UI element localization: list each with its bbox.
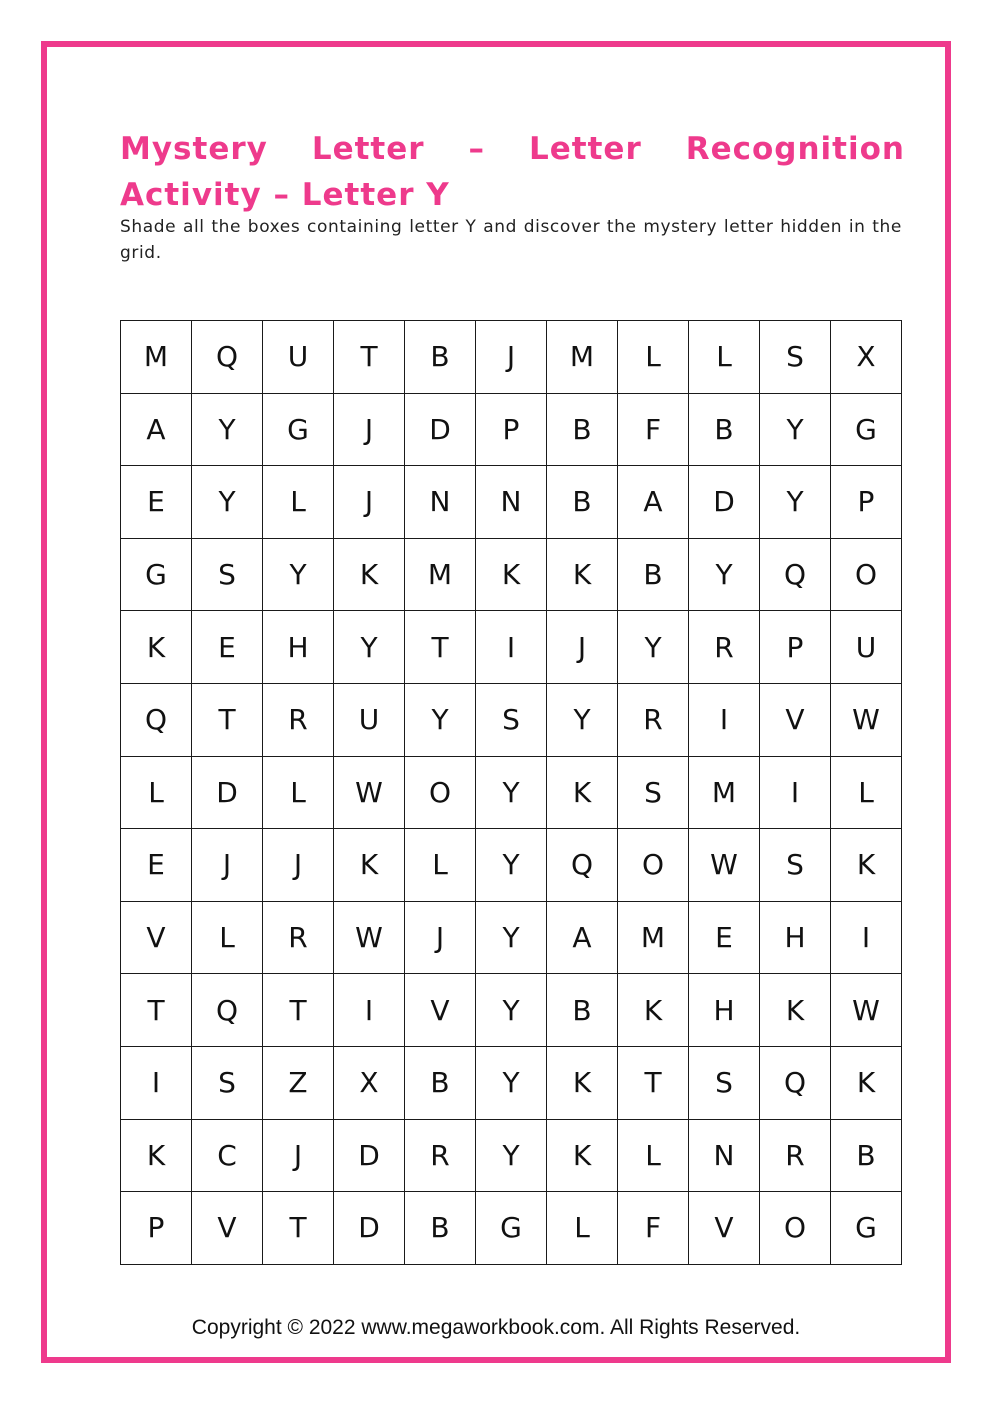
grid-cell[interactable]: P [831, 466, 902, 539]
grid-cell[interactable]: Y [618, 611, 689, 684]
grid-cell[interactable]: M [121, 321, 192, 394]
grid-cell[interactable]: L [263, 756, 334, 829]
grid-cell[interactable]: G [476, 1192, 547, 1265]
grid-cell[interactable]: S [476, 683, 547, 756]
grid-cell[interactable]: I [334, 974, 405, 1047]
grid-cell[interactable]: O [405, 756, 476, 829]
grid-cell[interactable]: L [618, 1119, 689, 1192]
grid-cell[interactable]: M [547, 321, 618, 394]
instructions-text: Shade all the boxes containing letter Y and discover the mystery letter hidden in the grid. [120, 217, 902, 263]
grid-row [121, 829, 902, 902]
grid-cell[interactable]: R [618, 683, 689, 756]
grid-cell[interactable]: Q [760, 1046, 831, 1119]
grid-row [121, 1119, 902, 1192]
grid-cell[interactable]: K [547, 756, 618, 829]
grid-cell[interactable]: K [334, 538, 405, 611]
grid-cell[interactable]: J [476, 321, 547, 394]
grid-cell[interactable]: R [263, 901, 334, 974]
grid-cell[interactable]: V [760, 683, 831, 756]
grid-cell[interactable]: V [405, 974, 476, 1047]
grid-cell[interactable]: L [405, 829, 476, 902]
grid-cell[interactable]: K [831, 829, 902, 902]
grid-cell[interactable]: G [831, 393, 902, 466]
grid-cell[interactable]: L [689, 321, 760, 394]
grid-cell[interactable]: F [618, 393, 689, 466]
grid-cell[interactable]: B [405, 1192, 476, 1265]
grid-cell[interactable]: P [476, 393, 547, 466]
grid-cell[interactable]: Q [192, 974, 263, 1047]
grid-cell[interactable]: E [121, 466, 192, 539]
grid-cell[interactable]: J [405, 901, 476, 974]
grid-cell[interactable]: M [689, 756, 760, 829]
grid-cell[interactable]: N [476, 466, 547, 539]
grid-cell[interactable]: S [760, 321, 831, 394]
grid-cell[interactable]: J [263, 829, 334, 902]
grid-cell[interactable]: I [121, 1046, 192, 1119]
grid-cell[interactable]: B [547, 393, 618, 466]
grid-cell[interactable]: K [334, 829, 405, 902]
grid-cell[interactable]: M [405, 538, 476, 611]
grid-cell[interactable]: J [334, 466, 405, 539]
grid-cell[interactable]: Y [192, 393, 263, 466]
grid-row [121, 611, 902, 684]
grid-cell[interactable]: B [547, 466, 618, 539]
grid-cell[interactable]: S [192, 1046, 263, 1119]
grid-cell[interactable]: E [121, 829, 192, 902]
grid-cell[interactable]: T [263, 1192, 334, 1265]
grid-cell[interactable]: N [689, 1119, 760, 1192]
grid-cell[interactable]: D [405, 393, 476, 466]
grid-cell[interactable]: J [263, 1119, 334, 1192]
grid-cell[interactable]: D [334, 1192, 405, 1265]
grid-row [121, 683, 902, 756]
grid-cell[interactable]: B [547, 974, 618, 1047]
grid-cell[interactable]: L [547, 1192, 618, 1265]
grid-row [121, 756, 902, 829]
grid-cell[interactable]: O [831, 538, 902, 611]
grid-cell[interactable]: A [121, 393, 192, 466]
grid-row [121, 466, 902, 539]
grid-cell[interactable]: Y [547, 683, 618, 756]
grid-row [121, 1192, 902, 1265]
grid-cell[interactable]: Y [476, 829, 547, 902]
grid-cell[interactable]: N [405, 466, 476, 539]
grid-cell[interactable]: C [192, 1119, 263, 1192]
grid-cell[interactable]: K [760, 974, 831, 1047]
grid-cell[interactable]: B [831, 1119, 902, 1192]
grid-cell[interactable]: F [618, 1192, 689, 1265]
grid-cell[interactable]: K [618, 974, 689, 1047]
grid-cell[interactable]: L [121, 756, 192, 829]
grid-cell[interactable]: P [121, 1192, 192, 1265]
grid-cell[interactable]: Q [547, 829, 618, 902]
grid-cell[interactable]: Y [760, 466, 831, 539]
grid-cell[interactable]: W [334, 901, 405, 974]
grid-cell[interactable]: E [192, 611, 263, 684]
grid-cell[interactable]: I [831, 901, 902, 974]
grid-cell[interactable]: T [263, 974, 334, 1047]
grid-cell[interactable]: H [263, 611, 334, 684]
grid-cell[interactable]: H [689, 974, 760, 1047]
grid-cell[interactable]: V [192, 1192, 263, 1265]
grid-cell[interactable]: Z [263, 1046, 334, 1119]
grid-cell[interactable]: T [405, 611, 476, 684]
grid-cell[interactable]: Y [476, 974, 547, 1047]
grid-cell[interactable]: D [334, 1119, 405, 1192]
grid-cell[interactable]: Y [263, 538, 334, 611]
grid-cell[interactable]: K [476, 538, 547, 611]
grid-cell[interactable]: D [689, 466, 760, 539]
grid-cell[interactable]: S [618, 756, 689, 829]
grid-cell[interactable]: J [192, 829, 263, 902]
grid-cell[interactable]: S [192, 538, 263, 611]
grid-cell[interactable]: P [760, 611, 831, 684]
grid-cell[interactable]: O [760, 1192, 831, 1265]
grid-cell[interactable]: J [334, 393, 405, 466]
grid-cell[interactable]: R [689, 611, 760, 684]
grid-row [121, 393, 902, 466]
grid-cell[interactable]: Y [192, 466, 263, 539]
grid-cell[interactable]: G [263, 393, 334, 466]
grid-cell[interactable]: J [547, 611, 618, 684]
grid-cell[interactable]: W [831, 683, 902, 756]
grid-cell[interactable]: R [760, 1119, 831, 1192]
grid-row [121, 538, 902, 611]
grid-cell[interactable]: X [334, 1046, 405, 1119]
grid-cell[interactable]: H [760, 901, 831, 974]
grid-cell[interactable]: G [831, 1192, 902, 1265]
grid-cell[interactable]: R [263, 683, 334, 756]
grid-cell[interactable]: W [334, 756, 405, 829]
grid-cell[interactable]: I [760, 756, 831, 829]
grid-cell[interactable]: R [405, 1119, 476, 1192]
grid-cell[interactable]: Q [760, 538, 831, 611]
grid-cell[interactable]: X [831, 321, 902, 394]
grid-cell[interactable]: K [121, 1119, 192, 1192]
grid-cell[interactable]: K [831, 1046, 902, 1119]
grid-cell[interactable]: O [618, 829, 689, 902]
grid-cell[interactable]: V [121, 901, 192, 974]
grid-cell[interactable]: W [689, 829, 760, 902]
grid-cell[interactable]: Y [476, 1046, 547, 1119]
grid-cell[interactable]: Y [476, 756, 547, 829]
grid-cell[interactable]: I [689, 683, 760, 756]
grid-cell[interactable]: D [192, 756, 263, 829]
grid-cell[interactable]: L [618, 321, 689, 394]
grid-row [121, 974, 902, 1047]
grid-cell[interactable]: A [618, 466, 689, 539]
grid-cell[interactable]: K [121, 611, 192, 684]
grid-cell[interactable]: U [831, 611, 902, 684]
grid-cell[interactable]: B [689, 393, 760, 466]
grid-cell[interactable]: B [405, 321, 476, 394]
grid-row [121, 1046, 902, 1119]
grid-cell[interactable]: Y [405, 683, 476, 756]
grid-cell[interactable]: K [547, 1046, 618, 1119]
grid-cell[interactable]: K [547, 538, 618, 611]
grid-cell[interactable]: B [618, 538, 689, 611]
grid-cell[interactable]: Y [476, 901, 547, 974]
grid-row [121, 901, 902, 974]
grid-cell[interactable]: Y [334, 611, 405, 684]
grid-cell[interactable]: E [689, 901, 760, 974]
grid-cell[interactable]: U [334, 683, 405, 756]
worksheet-title: Mystery Letter – Letter Recognition Activity – Letter Y [120, 131, 905, 213]
grid-cell[interactable]: T [192, 683, 263, 756]
grid-cell[interactable]: A [547, 901, 618, 974]
grid-cell[interactable]: T [334, 321, 405, 394]
grid-cell[interactable]: U [263, 321, 334, 394]
grid-cell[interactable]: V [689, 1192, 760, 1265]
grid-cell[interactable]: T [121, 974, 192, 1047]
grid-cell[interactable]: I [476, 611, 547, 684]
grid-cell[interactable]: S [689, 1046, 760, 1119]
grid-cell[interactable]: Y [689, 538, 760, 611]
grid-cell[interactable]: Q [192, 321, 263, 394]
copyright-footer: Copyright © 2022 www.megaworkbook.com. All Rights Reserved. [191, 1316, 801, 1339]
grid-cell[interactable]: M [618, 901, 689, 974]
grid-cell[interactable]: Q [121, 683, 192, 756]
grid-cell[interactable]: T [618, 1046, 689, 1119]
grid-cell[interactable]: L [192, 901, 263, 974]
grid-cell[interactable]: W [831, 974, 902, 1047]
grid-cell[interactable]: G [121, 538, 192, 611]
grid-cell[interactable]: Y [476, 1119, 547, 1192]
grid-cell[interactable]: Y [760, 393, 831, 466]
grid-cell[interactable]: L [831, 756, 902, 829]
grid-cell[interactable]: B [405, 1046, 476, 1119]
grid-row [121, 321, 902, 394]
grid-cell[interactable]: S [760, 829, 831, 902]
grid-cell[interactable]: K [547, 1119, 618, 1192]
grid-cell[interactable]: L [263, 466, 334, 539]
letter-grid [120, 320, 902, 1265]
